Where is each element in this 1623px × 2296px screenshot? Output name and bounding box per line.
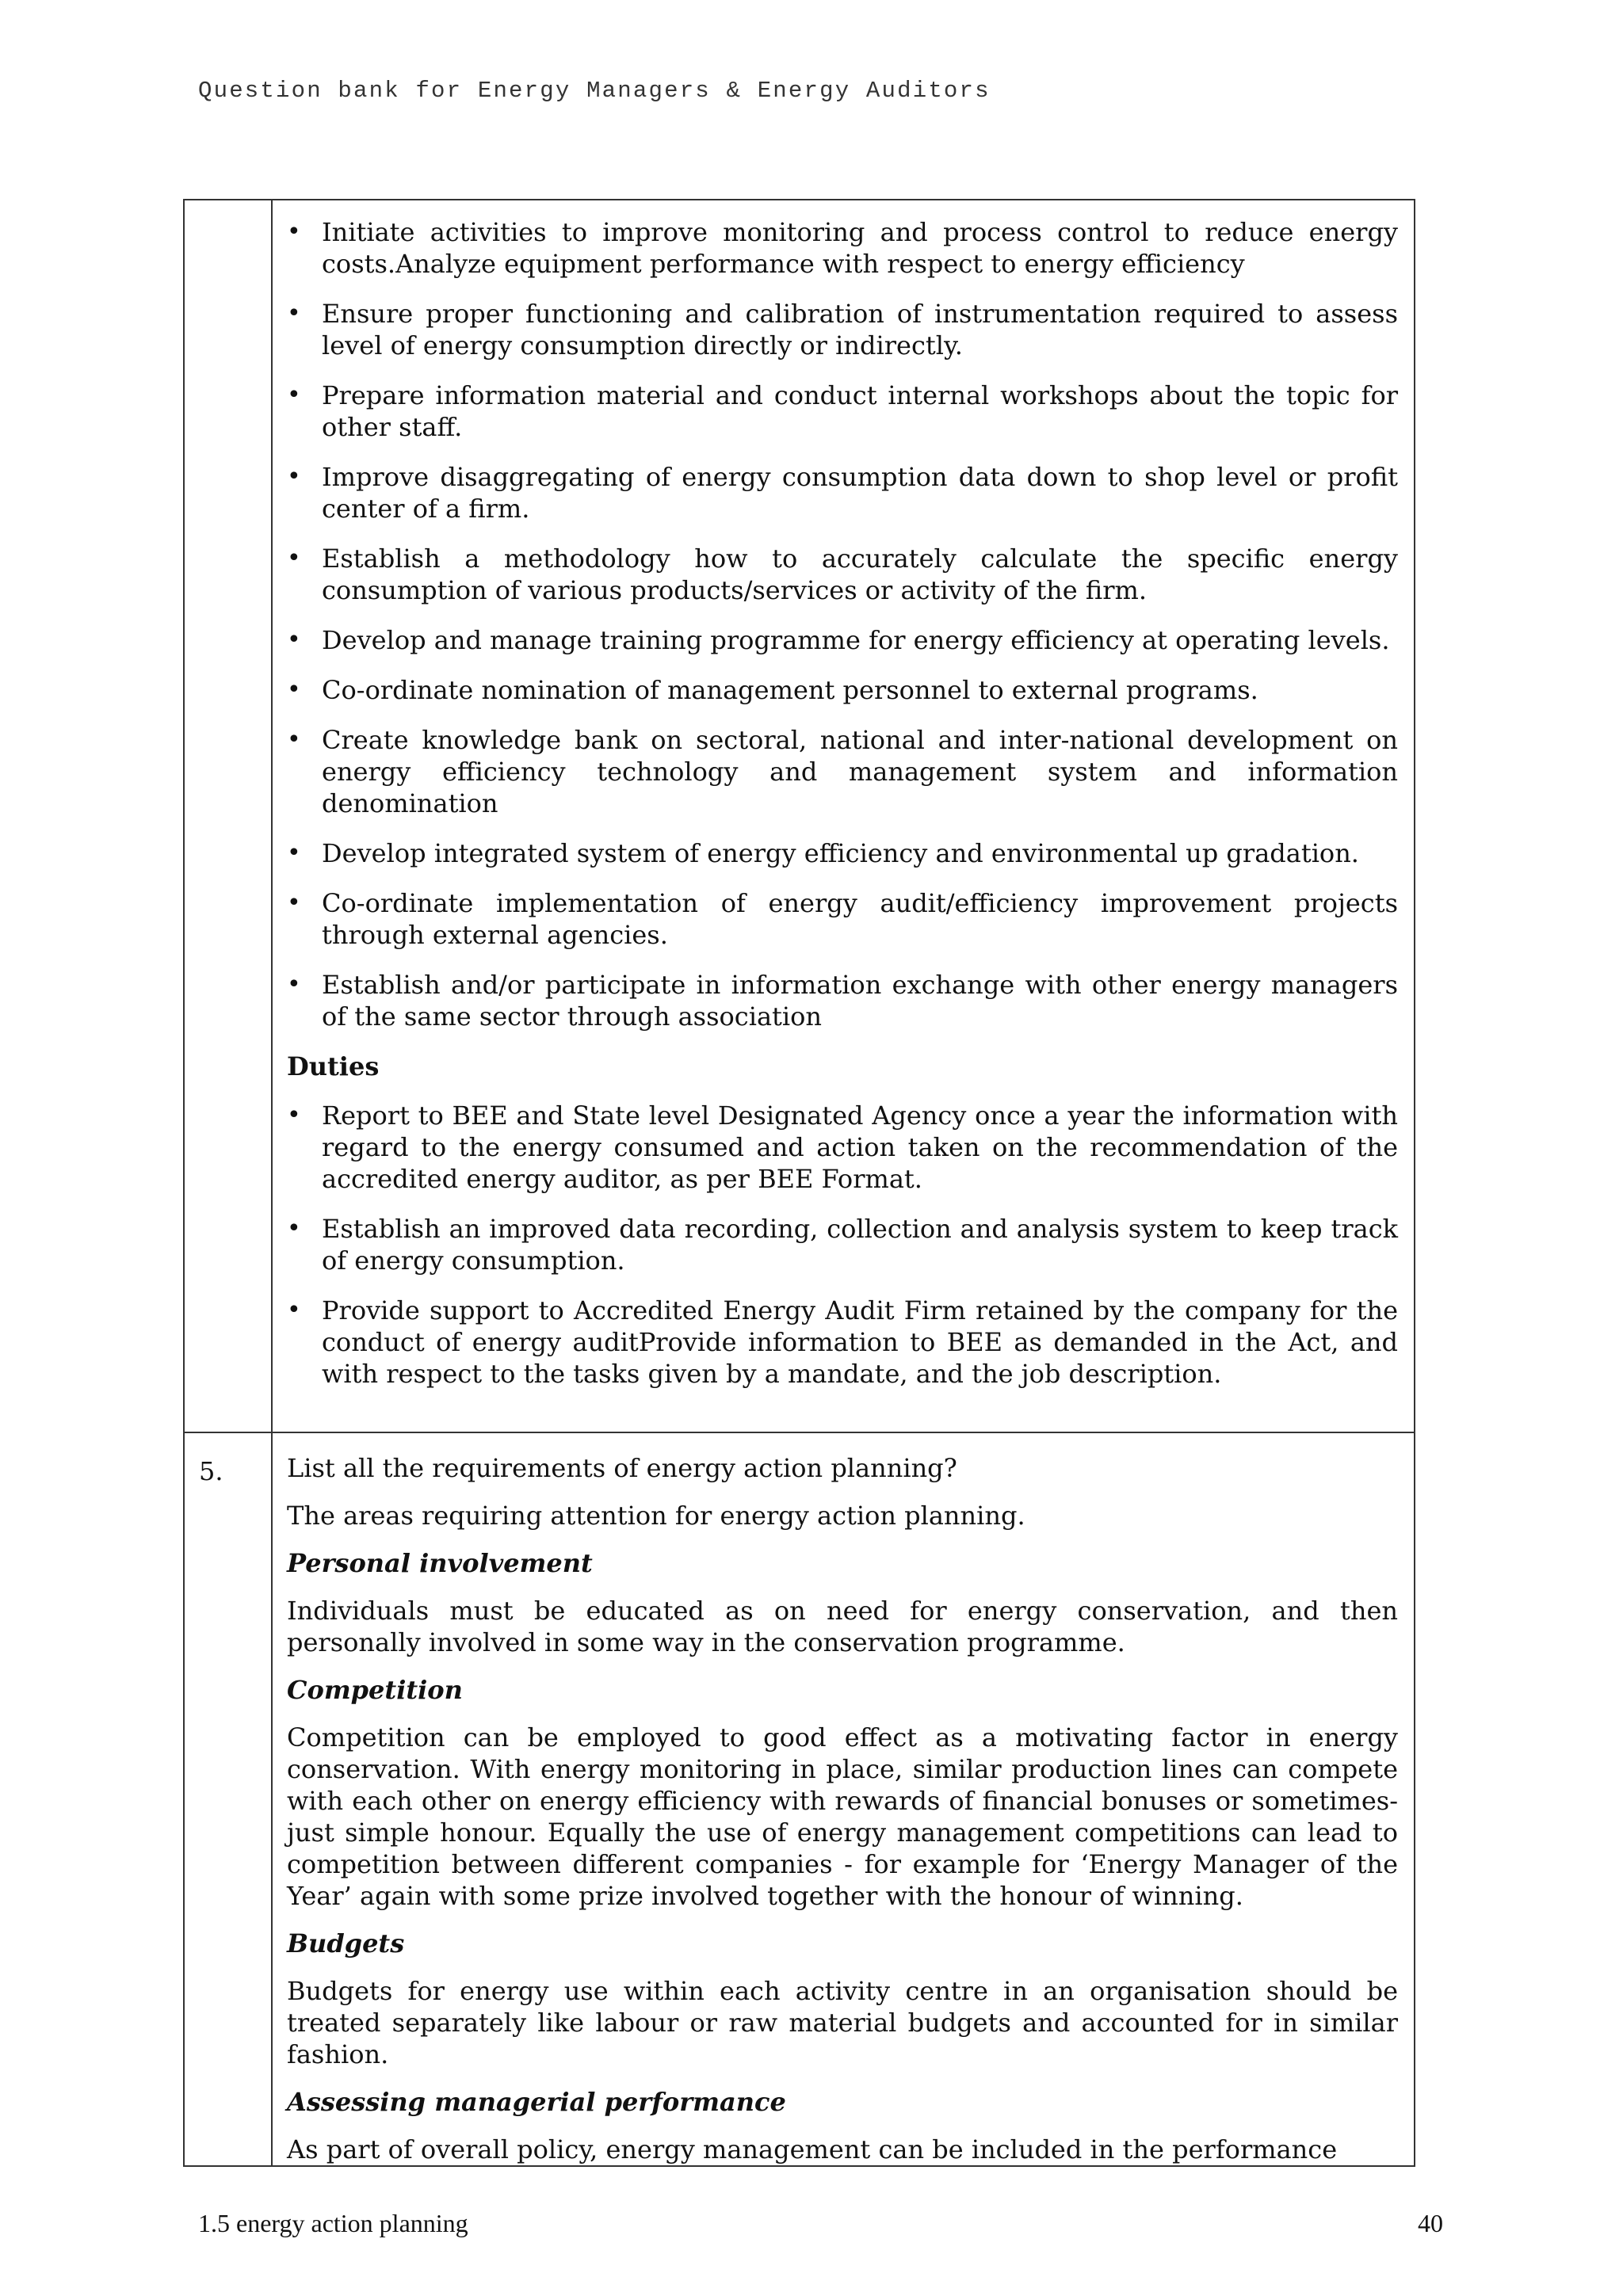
list-item: • Develop integrated system of energy efficiency and environmental up gradation.: [287, 837, 1398, 869]
answer-intro: The areas requiring attention for energy action planning.: [287, 1501, 1025, 1531]
question-number: 5.: [184, 1432, 272, 2166]
section-heading: Personal involvement: [287, 1548, 593, 1578]
list-item: • Co-ordinate nomination of management personnel to external programs.: [287, 674, 1398, 706]
table-row: [184, 200, 1415, 1432]
list-item: • Create knowledge bank on sectoral, national and inter-national development on energy efficiency technology and management system and information denomination: [287, 724, 1398, 819]
section-text: As part of overall policy, energy management can be included in the performance: [287, 2134, 1338, 2164]
running-header: Question bank for Energy Managers & Energy Auditors: [198, 78, 991, 104]
list-item: • Establish a methodology how to accurately calculate the specific energy consumption of various products/services or activity of the firm.: [287, 543, 1398, 606]
table-row: [184, 1432, 1415, 2166]
list-item: • Establish an improved data recording, collection and analysis system to keep track of energy consumption.: [287, 1213, 1398, 1276]
list-item: • Establish and/or participate in information exchange with other energy managers of the same sector through association: [287, 969, 1398, 1032]
list-item: • Improve disaggregating of energy consumption data down to shop level or profit center of a firm.: [287, 461, 1398, 524]
list-item: • Prepare information material and conduct internal workshops about the topic for other staff.: [287, 379, 1398, 443]
answer-cell: [272, 200, 1415, 1432]
list-item: • Develop and manage training programme for energy efficiency at operating levels.: [287, 624, 1398, 656]
section-text: Individuals must be educated as on need for energy conservation, and then personally involved in some way in the conservation programme.: [287, 1596, 1398, 1657]
page-number: 40: [1418, 2209, 1443, 2237]
duties-heading: Duties: [287, 1051, 380, 1081]
section-heading: Budgets: [287, 1928, 405, 1958]
section-text: Budgets for energy use within each activity centre in an organisation should be treated separately like labour or raw material budgets and accounted for in similar fashion.: [287, 1976, 1398, 2069]
responsibilities-list: [287, 216, 1398, 1032]
list-item: • Report to BEE and State level Designated Agency once a year the information with regard to the energy consumed and action taken on the recommendation of the accredited energy auditor, as per BEE Format.: [287, 1100, 1398, 1195]
list-item: • Ensure proper functioning and calibration of instrumentation required to assess level of energy consumption directly or indirectly.: [287, 298, 1398, 361]
duties-list: [287, 1100, 1398, 1390]
section-heading: Competition: [287, 1675, 463, 1705]
list-item: • Co-ordinate implementation of energy audit/efficiency improvement projects through external agencies.: [287, 887, 1398, 951]
section-text: Competition can be employed to good effect as a motivating factor in energy conservation. With energy monitoring in place, similar production lines can compete with each other on energy efficiency with rewards of financial bonuses or sometimes-just simple honour. Equally the use of energy management competitions can lead to competition between different companies - for example for ‘Energy Manager of the Year’ again with some prize involved together with the honour of winning.: [287, 1722, 1398, 1911]
list-item: • Initiate activities to improve monitoring and process control to reduce energy costs.Analyze equipment performance with respect to energy efficiency: [287, 216, 1398, 280]
answer-cell: [272, 1432, 1415, 2166]
question-number: [184, 200, 272, 1432]
footer-section-title: 1.5 energy action planning: [198, 2209, 468, 2237]
question-table: [183, 199, 1415, 2167]
section-heading: Assessing managerial performance: [287, 2087, 786, 2117]
list-item: • Provide support to Accredited Energy Audit Firm retained by the company for the conduct of energy auditProvide information to BEE as demanded in the Act, and with respect to the tasks given by a mandate, and the job description.: [287, 1295, 1398, 1390]
question-text: List all the requirements of energy action planning?: [287, 1453, 957, 1483]
